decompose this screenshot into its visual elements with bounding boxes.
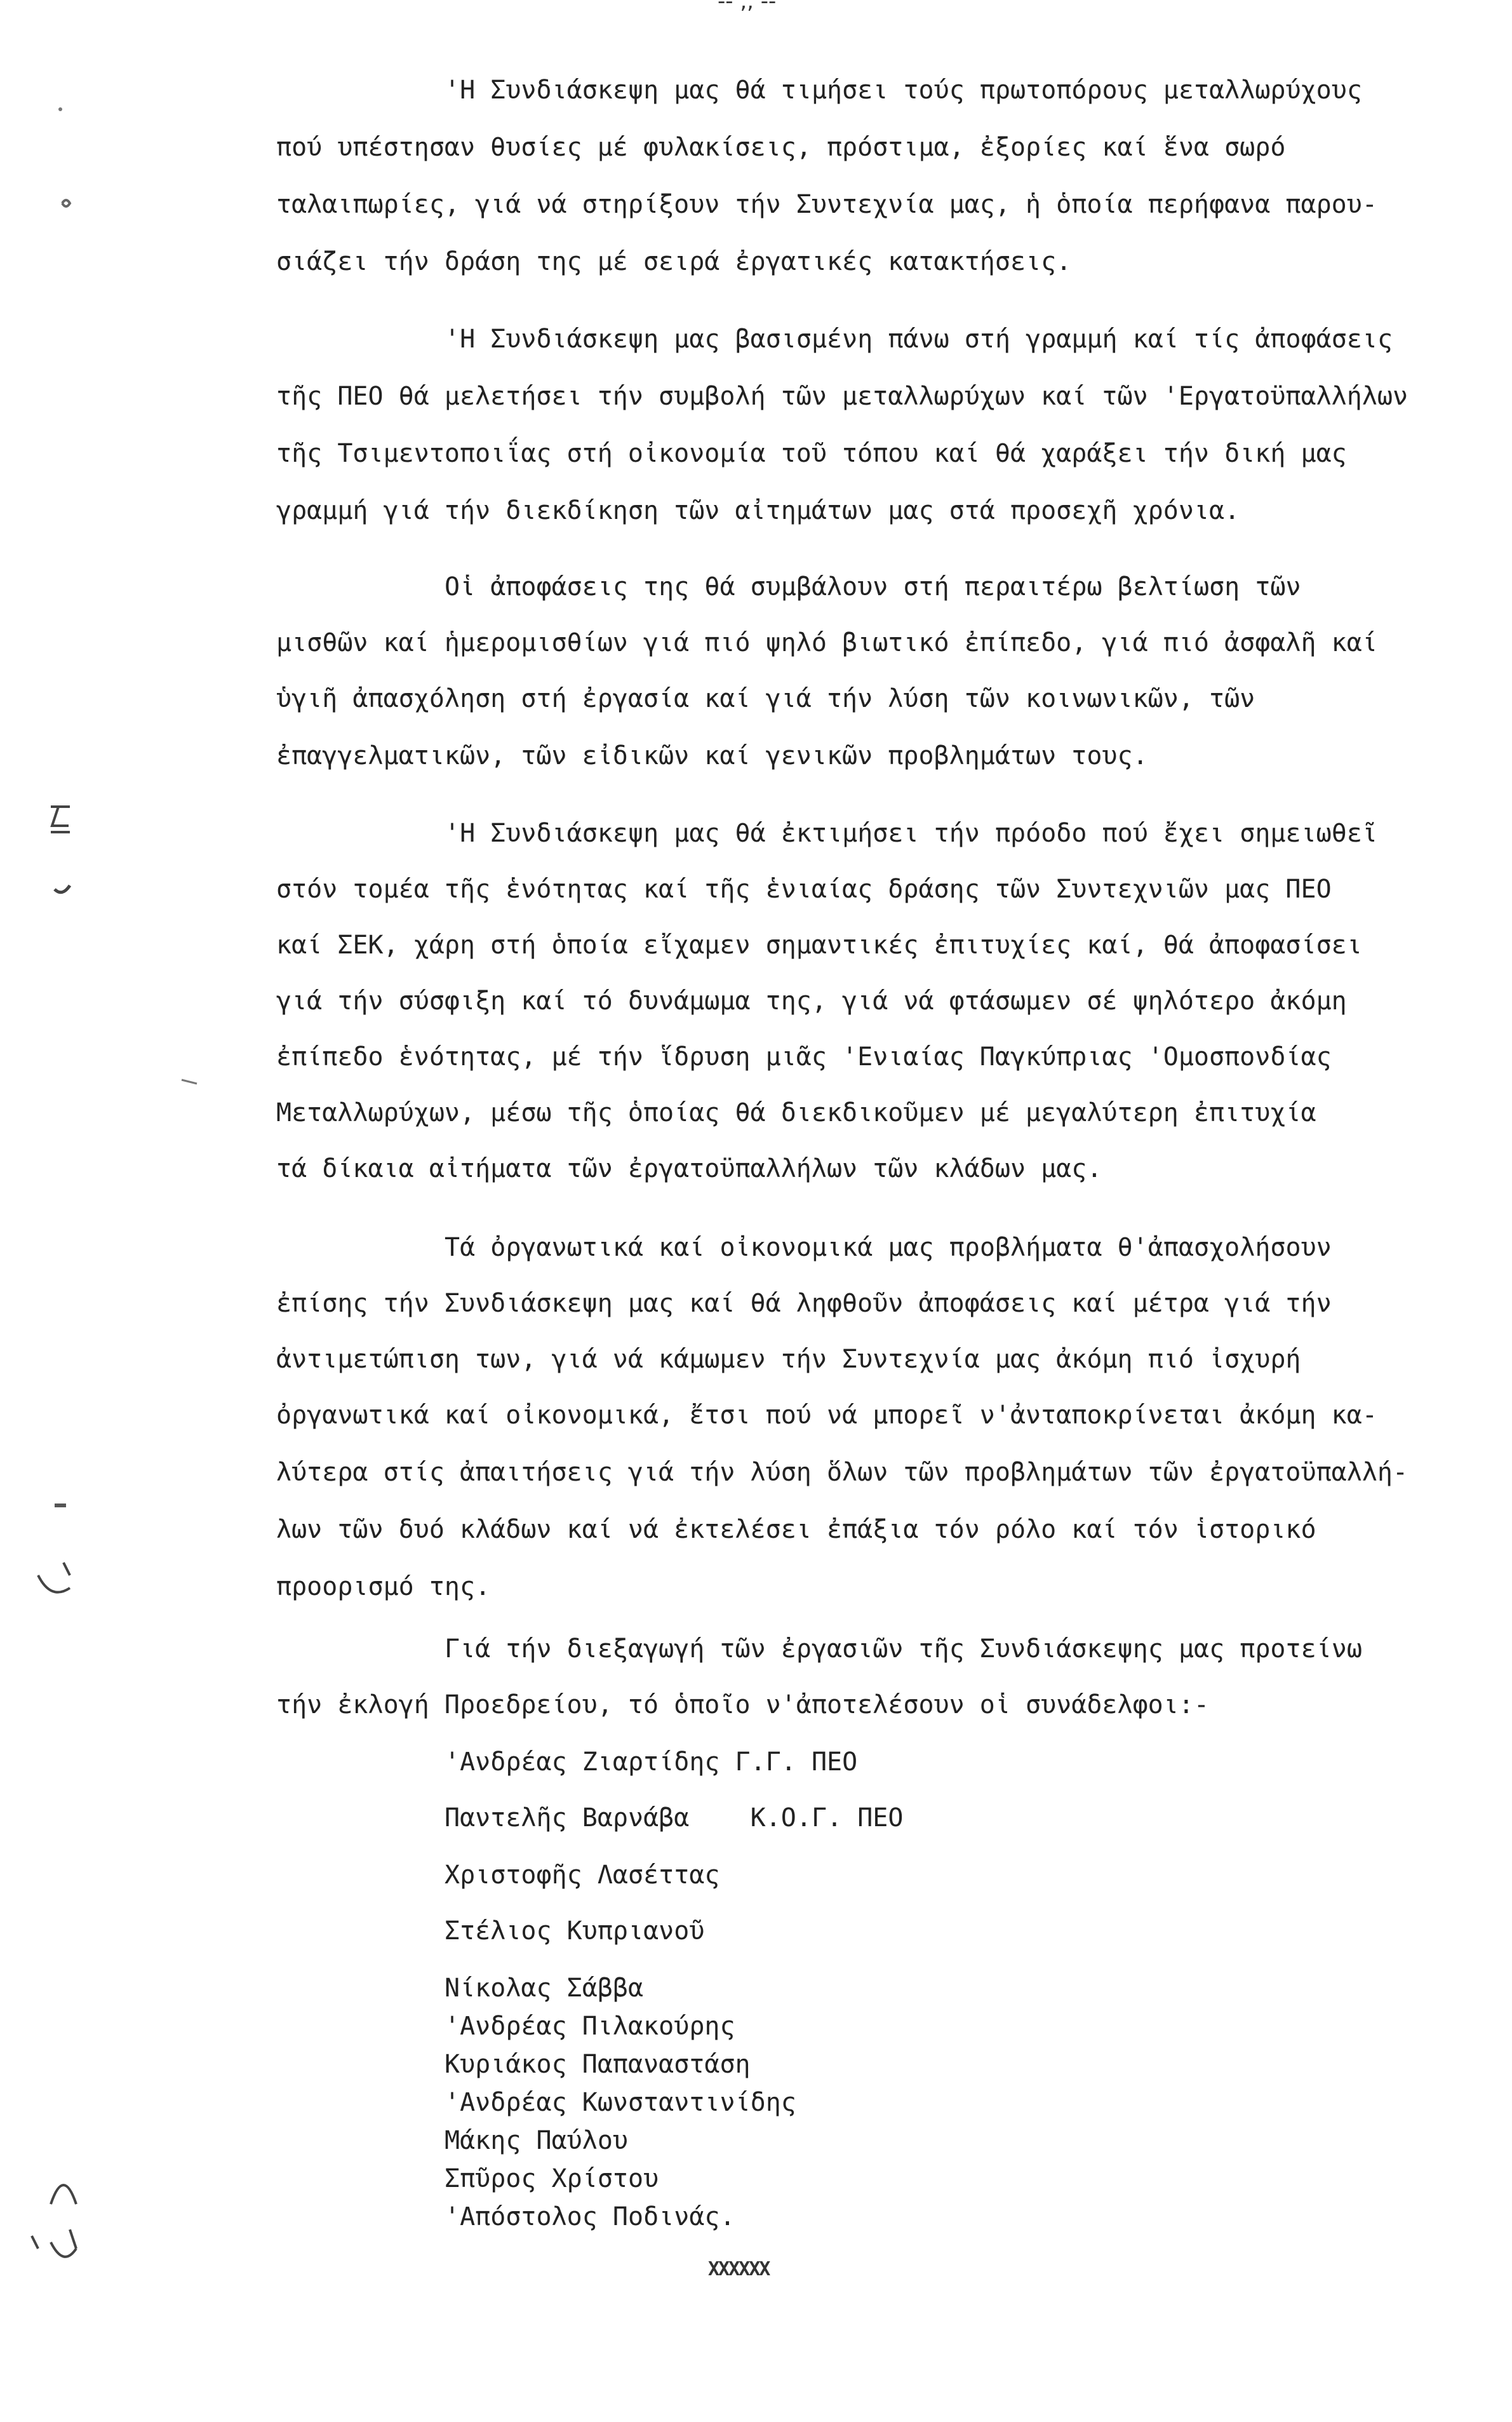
- name-3: Χριστοφῆς Λασέττας: [445, 1860, 720, 1890]
- margin-mark: [62, 200, 70, 206]
- paragraph-1-line-1: 'Η Συνδιάσκεψη μας θά τιμήσει τούς πρωτοπόρους μεταλλωρύχους: [445, 76, 1362, 105]
- margin-mark: [32, 2185, 76, 2249]
- paragraph-5-line-3: ἀντιμετώπιση των, γιά νά κάμωμεν τήν Συντεχνία μας ἀκόμη πιό ἰσχυρή: [276, 1345, 1301, 1374]
- paragraph-1-line-2: πού υπέστησαν θυσίες μέ φυλακίσεις, πρόστιμα, ἐξορίες καί ἕνα σωρό: [276, 133, 1286, 162]
- paragraph-3-line-3: ὑγιῆ ἀπασχόληση στή ἐργασία καί γιά τήν λύση τῶν κοινωνικῶν, τῶν: [276, 684, 1255, 713]
- name-4: Στέλιος Κυπριανοῦ: [445, 1916, 705, 1946]
- paragraph-2-line-1: 'Η Συνδιάσκεψη μας βασισμένη πάνω στή γραμμή καί τίς ἀποφάσεις: [445, 325, 1393, 354]
- margin-mark: [55, 885, 70, 892]
- name-1: 'Ανδρέας Ζιαρτίδης Γ.Γ. ΠΕΟ: [445, 1747, 858, 1777]
- paragraph-6-line-2: τήν ἐκλογή Προεδρείου, τό ὁποῖο ν'ἀποτελέσουν οἱ συνάδελφοι:-: [276, 1690, 1210, 1719]
- name-9: Μάκης Παύλου: [445, 2126, 628, 2155]
- paragraph-6-line-1: Γιά τήν διεξαγωγή τῶν ἐργασιῶν τῆς Συνδιάσκεψης μας προτείνω: [445, 1634, 1362, 1664]
- paragraph-5-line-4: ὀργανωτικά καί οἰκονομικά, ἔτσι πού νά μπορεῖ ν'ἀνταποκρίνεται ἀκόμη κα-: [276, 1401, 1377, 1430]
- paragraph-3-line-4: ἐπαγγελματικῶν, τῶν εἰδικῶν καί γενικῶν προβλημάτων τους.: [276, 741, 1148, 770]
- margin-mark: [182, 1080, 197, 1084]
- paragraph-5-line-2: ἐπίσης τήν Συνδιάσκεψη μας καί θά ληφθοῦν ἀποφάσεις καί μέτρα γιά τήν: [276, 1289, 1332, 1318]
- paragraph-4-line-1: 'Η Συνδιάσκεψη μας θά ἐκτιμήσει τήν πρόοδο πού ἔχει σημειωθεῖ: [445, 819, 1378, 848]
- name-10: Σπῦρος Χρίστου: [445, 2164, 659, 2193]
- name-8: 'Ανδρέας Κωνσταντινίδης: [445, 2088, 796, 2117]
- paragraph-4-line-5: ἐπίπεδο ἑνότητας, μέ τήν ἵδρυση μιᾶς 'Ενιαίας Παγκύπριας 'Ομοσπονδίας: [276, 1042, 1332, 1072]
- paragraph-2-line-3: τῆς Τσιμεντοποιΐας στή οἰκονομία τοῦ τόπου καί θά χαράξει τήν δική μας: [276, 439, 1347, 468]
- paragraph-3-line-1: Οἱ ἀποφάσεις της θά συμβάλουν στή περαιτέρω βελτίωση τῶν: [445, 572, 1301, 602]
- paragraph-5-line-1: Τά ὀργανωτικά καί οἰκονομικά μας προβλήματα θ'ἀπασχολήσουν: [445, 1233, 1332, 1262]
- name-11: 'Απόστολος Ποδινάς.: [445, 2202, 735, 2231]
- paragraph-5-line-5: λύτερα στίς ἀπαιτήσεις γιά τήν λύση ὅλων τῶν προβλημάτων τῶν ἐργατοϋπαλλή-: [276, 1458, 1408, 1487]
- margin-mark: [51, 807, 70, 832]
- paragraph-4-line-7: τά δίκαια αἰτήματα τῶν ἐργατοϋπαλλήλων τῶν κλάδων μας.: [276, 1154, 1102, 1183]
- paragraph-2-line-2: τῆς ΠΕΟ θά μελετήσει τήν συμβολή τῶν μεταλλωρύχων καί τῶν 'Εργατοϋπαλλήλων: [276, 382, 1408, 411]
- paragraph-4-line-6: Μεταλλωρύχων, μέσω τῆς ὁποίας θά διεκδικοῦμεν μέ μεγαλύτερη ἐπιτυχία: [276, 1098, 1316, 1127]
- paragraph-3-line-2: μισθῶν καί ἡμερομισθίων γιά πιό ψηλό βιωτικό ἐπίπεδο, γιά πιό ἀσφαλῆ καί: [276, 628, 1377, 657]
- paragraph-4-line-3: καί ΣΕΚ, χάρη στή ὁποία εἴχαμεν σημαντικές ἐπιτυχίες καί, θά ἀποφασίσει: [276, 931, 1362, 960]
- margin-mark: [38, 1563, 70, 1592]
- name-5: Νίκολας Σάββα: [445, 1974, 644, 2003]
- end-mark: XXXXXX: [708, 2258, 770, 2280]
- paragraph-2-line-4: γραμμή γιά τήν διεκδίκηση τῶν αἰτημάτων μας στά προσεχῆ χρόνια.: [276, 496, 1240, 525]
- paragraph-5-line-7: προορισμό της.: [276, 1572, 491, 1601]
- name-2: Παντελῆς Βαρνάβα Κ.Ο.Γ. ΠΕΟ: [445, 1803, 904, 1833]
- paragraph-1-line-3: ταλαιπωρίες, γιά νά στηρίξουν τήν Συντεχνία μας, ἡ ὁποία περήφανα παρου-: [276, 190, 1377, 219]
- paragraph-5-line-6: λων τῶν δυό κλάδων καί νά ἐκτελέσει ἐπάξια τόν ρόλο καί τόν ἱστορικό: [276, 1515, 1316, 1544]
- paragraph-1-line-4: σιάζει τήν δράση της μέ σειρά ἐργατικές κατακτήσεις.: [276, 247, 1072, 276]
- header-mark: -- ,, --: [718, 0, 777, 14]
- name-7: Κυριάκος Παπαναστάση: [445, 2050, 751, 2079]
- margin-mark: [51, 2230, 76, 2257]
- paragraph-4-line-4: γιά τήν σύσφιξη καί τό δυνάμωμα της, γιά νά φτάσωμεν σέ ψηλότερο ἀκόμη: [276, 986, 1347, 1016]
- name-6: 'Ανδρέας Πιλακούρης: [445, 2012, 735, 2041]
- paragraph-4-line-2: στόν τομέα τῆς ἑνότητας καί τῆς ἑνιαίας δράσης τῶν Συντεχνιῶν μας ΠΕΟ: [276, 875, 1332, 904]
- margin-mark: [58, 107, 62, 111]
